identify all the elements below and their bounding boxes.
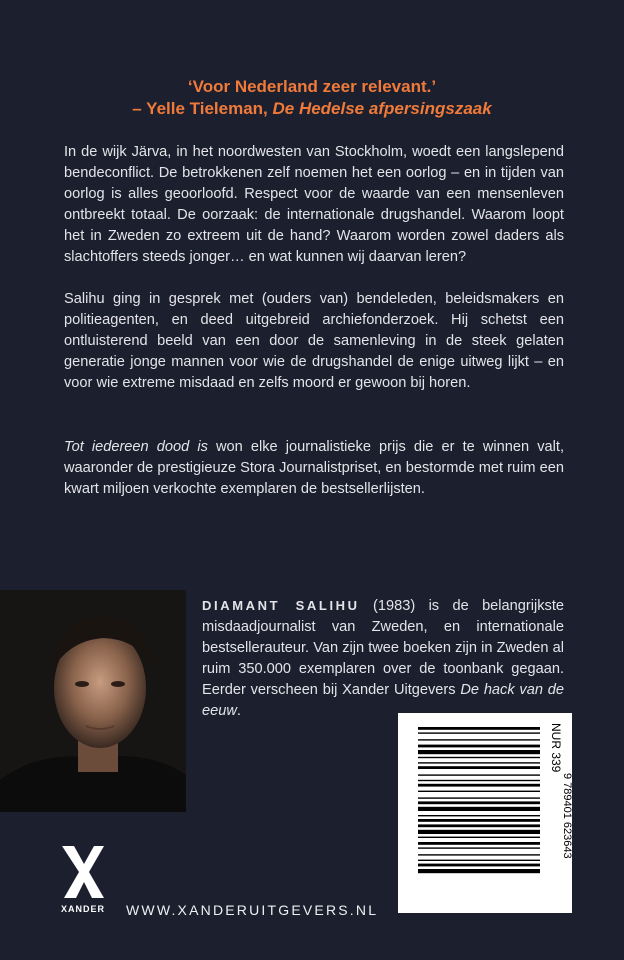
barcode-bar: [418, 727, 540, 730]
isbn-number: 9 789401 623643: [561, 773, 572, 859]
book-title: Tot iedereen dood is: [64, 439, 208, 455]
logo-text: XANDER: [60, 904, 106, 914]
previous-book-title: De hack van de eeuw: [202, 682, 564, 719]
author-photo: [0, 590, 186, 812]
summary-paragraph-3: Tot iedereen dood is won elke journalistieke prijs die er te winnen valt, waaronder de prestigieuze Stora Journalistpriset, en bestormde met ruim een kwart miljoen verkochte exemplaren de bestsellerlijsten.: [64, 439, 564, 497]
author-bio: DIAMANT SALIHU (1983) is de belangrijkste misdaadjournalist van Zweden, en internationale bestsellerauteur. Van zijn twee boeken zijn in Zweden al ruim 350.000 exemplaren over de toonbank gegaan. Eerder verscheen bij Xander Uitgevers De hack van de eeuw.: [202, 598, 565, 719]
barcode-bar: [418, 762, 540, 763]
barcode-bar: [418, 830, 540, 834]
barcode-bar: [418, 819, 540, 822]
barcode-bar: [418, 864, 540, 867]
author-portrait-icon: [0, 590, 186, 812]
summary-paragraph-2: Salihu ging in gesprek met (ouders van) bendeleden, beleidsmakers en politieagenten, en deed uitgebreid archiefonderzoek. Hij schetst een ontluisterend beeld van een door de samenleving in de steek gelaten generatie jonge mannen voor wie de drugshandel de enige uitweg lijkt – en voor wie extreme misdaad en zelfs moord er gewoon bij horen.: [64, 291, 564, 391]
barcode-bar: [418, 780, 540, 781]
barcode-bar: [418, 837, 540, 838]
barcode-bar: [418, 847, 540, 848]
barcode-bar: [418, 815, 540, 816]
publisher-website[interactable]: WWW.XANDERUITGEVERS.NL: [126, 902, 379, 918]
barcode-bar: [418, 869, 540, 873]
barcode-bar: [418, 854, 540, 855]
barcode-bar: [418, 774, 540, 775]
quote-source-title: De Hedelse afpersingszaak: [272, 99, 492, 118]
barcode-bar: [418, 842, 540, 845]
xander-x-icon: [58, 842, 108, 916]
barcode-bar: [418, 745, 540, 748]
barcode-bar: [418, 784, 540, 787]
barcode-bar: [418, 791, 540, 792]
barcode-bar: [418, 732, 540, 733]
author-name: DIAMANT SALIHU: [202, 598, 360, 613]
xander-logo: [58, 842, 108, 916]
barcode-bar: [418, 860, 540, 861]
summary-paragraph-1: In de wijk Järva, in het noordwesten van Stockholm, woedt een langslepend bendeconflict. De betrokkenen zelf noemen het een oorlog – en in tijden van oorlog is alles geoorloofd. Respect voor de waarde van een mensenleven ontbreekt totaal. De oorzaak: de internationale drugshandel. Waarom loopt het in Zweden zo extreem uit de hand? Waarom worden zowel daders als slachtoffers steeds jonger… en wat kunnen wij daarvan leren?: [64, 144, 564, 265]
nur-code: NUR 339: [549, 723, 563, 773]
barcode-bar: [418, 801, 540, 804]
barcode-bar: [418, 766, 540, 769]
blurb-quote: [60, 76, 564, 120]
isbn-barcode: [398, 713, 572, 913]
barcode-bar: [418, 757, 540, 758]
barcode-bar: [418, 739, 540, 740]
barcode-bar: [418, 797, 540, 798]
barcode-bar: [418, 807, 540, 811]
quote-text: ‘Voor Nederland zeer relevant.’: [187, 77, 437, 96]
barcode-icon: [398, 713, 572, 913]
quote-attribution: – Yelle Tieleman, De Hedelse afpersingszaak: [132, 99, 492, 118]
barcode-bar: [418, 750, 540, 754]
barcode-bar: [418, 824, 540, 827]
